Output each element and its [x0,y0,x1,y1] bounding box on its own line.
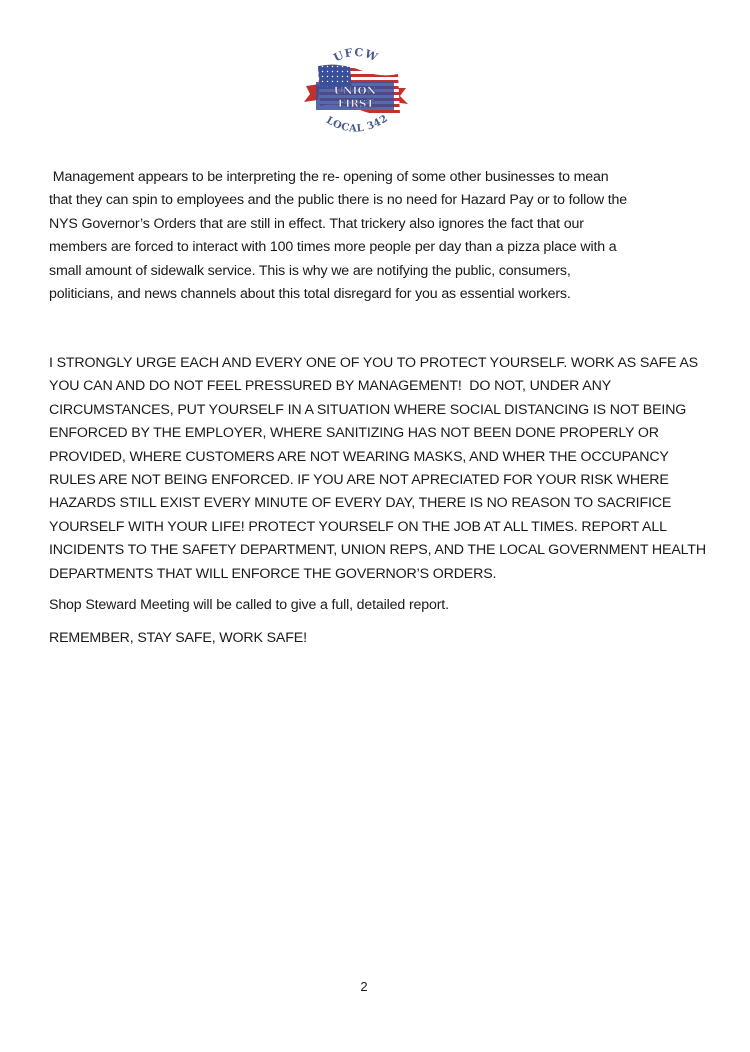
text-line: I STRONGLY URGE EACH AND EVERY ONE OF YOU TO PROTECT YOURSELF. WORK AS SAFE AS [49,355,698,371]
paragraph-shop-steward [49,594,689,617]
text-line: DEPARTMENTS THAT WILL ENFORCE THE GOVERNOR’S ORDERS. [49,565,497,582]
text-line: CIRCUMSTANCES, PUT YOURSELF IN A SITUATION WHERE SOCIAL DISTANCING IS NOT BEING [49,401,687,418]
text-line: members are forced to interact with 100 times more people per day than a pizza place with a [49,239,617,256]
text-line: REMEMBER, STAY SAFE, WORK SAFE! [49,630,307,646]
text-line: PROVIDED, WHERE CUSTOMERS ARE NOT WEARING MASKS, AND WHER THE OCCUPANCY [49,448,669,465]
text-line: small amount of sidewalk service. This is why we are notifying the public, consumers, [49,262,571,279]
text-line: that they can spin to employees and the public there is no need for Hazard Pay or to follow the [49,192,628,209]
logo-bottom-text: LOCAL 342 [324,113,391,135]
logo-top-text: UFCW [331,45,381,65]
text-line: Management appears to be interpreting the re- opening of some other businesses to mean [49,169,609,185]
paragraph-remember [49,627,689,650]
text-line: Shop Steward Meeting will be called to give a full, detailed report. [49,597,449,613]
text-line: HAZARDS STILL EXIST EVERY MINUTE OF EVERY DAY, THERE IS NO REASON TO SACRIFICE [49,495,672,512]
text-line: YOU CAN AND DO NOT FEEL PRESSURED BY MANAGEMENT! DO NOT, UNDER ANY [49,378,612,395]
paragraph-urge-protect [49,352,706,586]
logo-banner-line2: FIRST [337,98,375,110]
ufcw-local-342-logo [300,44,412,144]
text-line: politicians, and news channels about this total disregard for you as essential workers. [49,286,571,303]
text-line: INCIDENTS TO THE SAFETY DEPARTMENT, UNION REPS, AND THE LOCAL GOVERNMENT HEALTH [49,542,706,559]
page-number: 2 [360,979,368,994]
text-line: NYS Governor’s Orders that are still in effect. That trickery also ignores the fact that our [49,215,584,232]
text-line: YOURSELF WITH YOUR LIFE! PROTECT YOURSELF ON THE JOB AT ALL TIMES. REPORT ALL [49,518,667,535]
logo-banner-line1: UNION [333,85,377,97]
text-line: ENFORCED BY THE EMPLOYER, WHERE SANITIZING HAS NOT BEEN DONE PROPERLY OR [49,425,659,442]
paragraph-management [49,166,689,306]
text-line: RULES ARE NOT BEING ENFORCED. IF YOU ARE NOT APRECIATED FOR YOUR RISK WHERE [49,472,669,489]
